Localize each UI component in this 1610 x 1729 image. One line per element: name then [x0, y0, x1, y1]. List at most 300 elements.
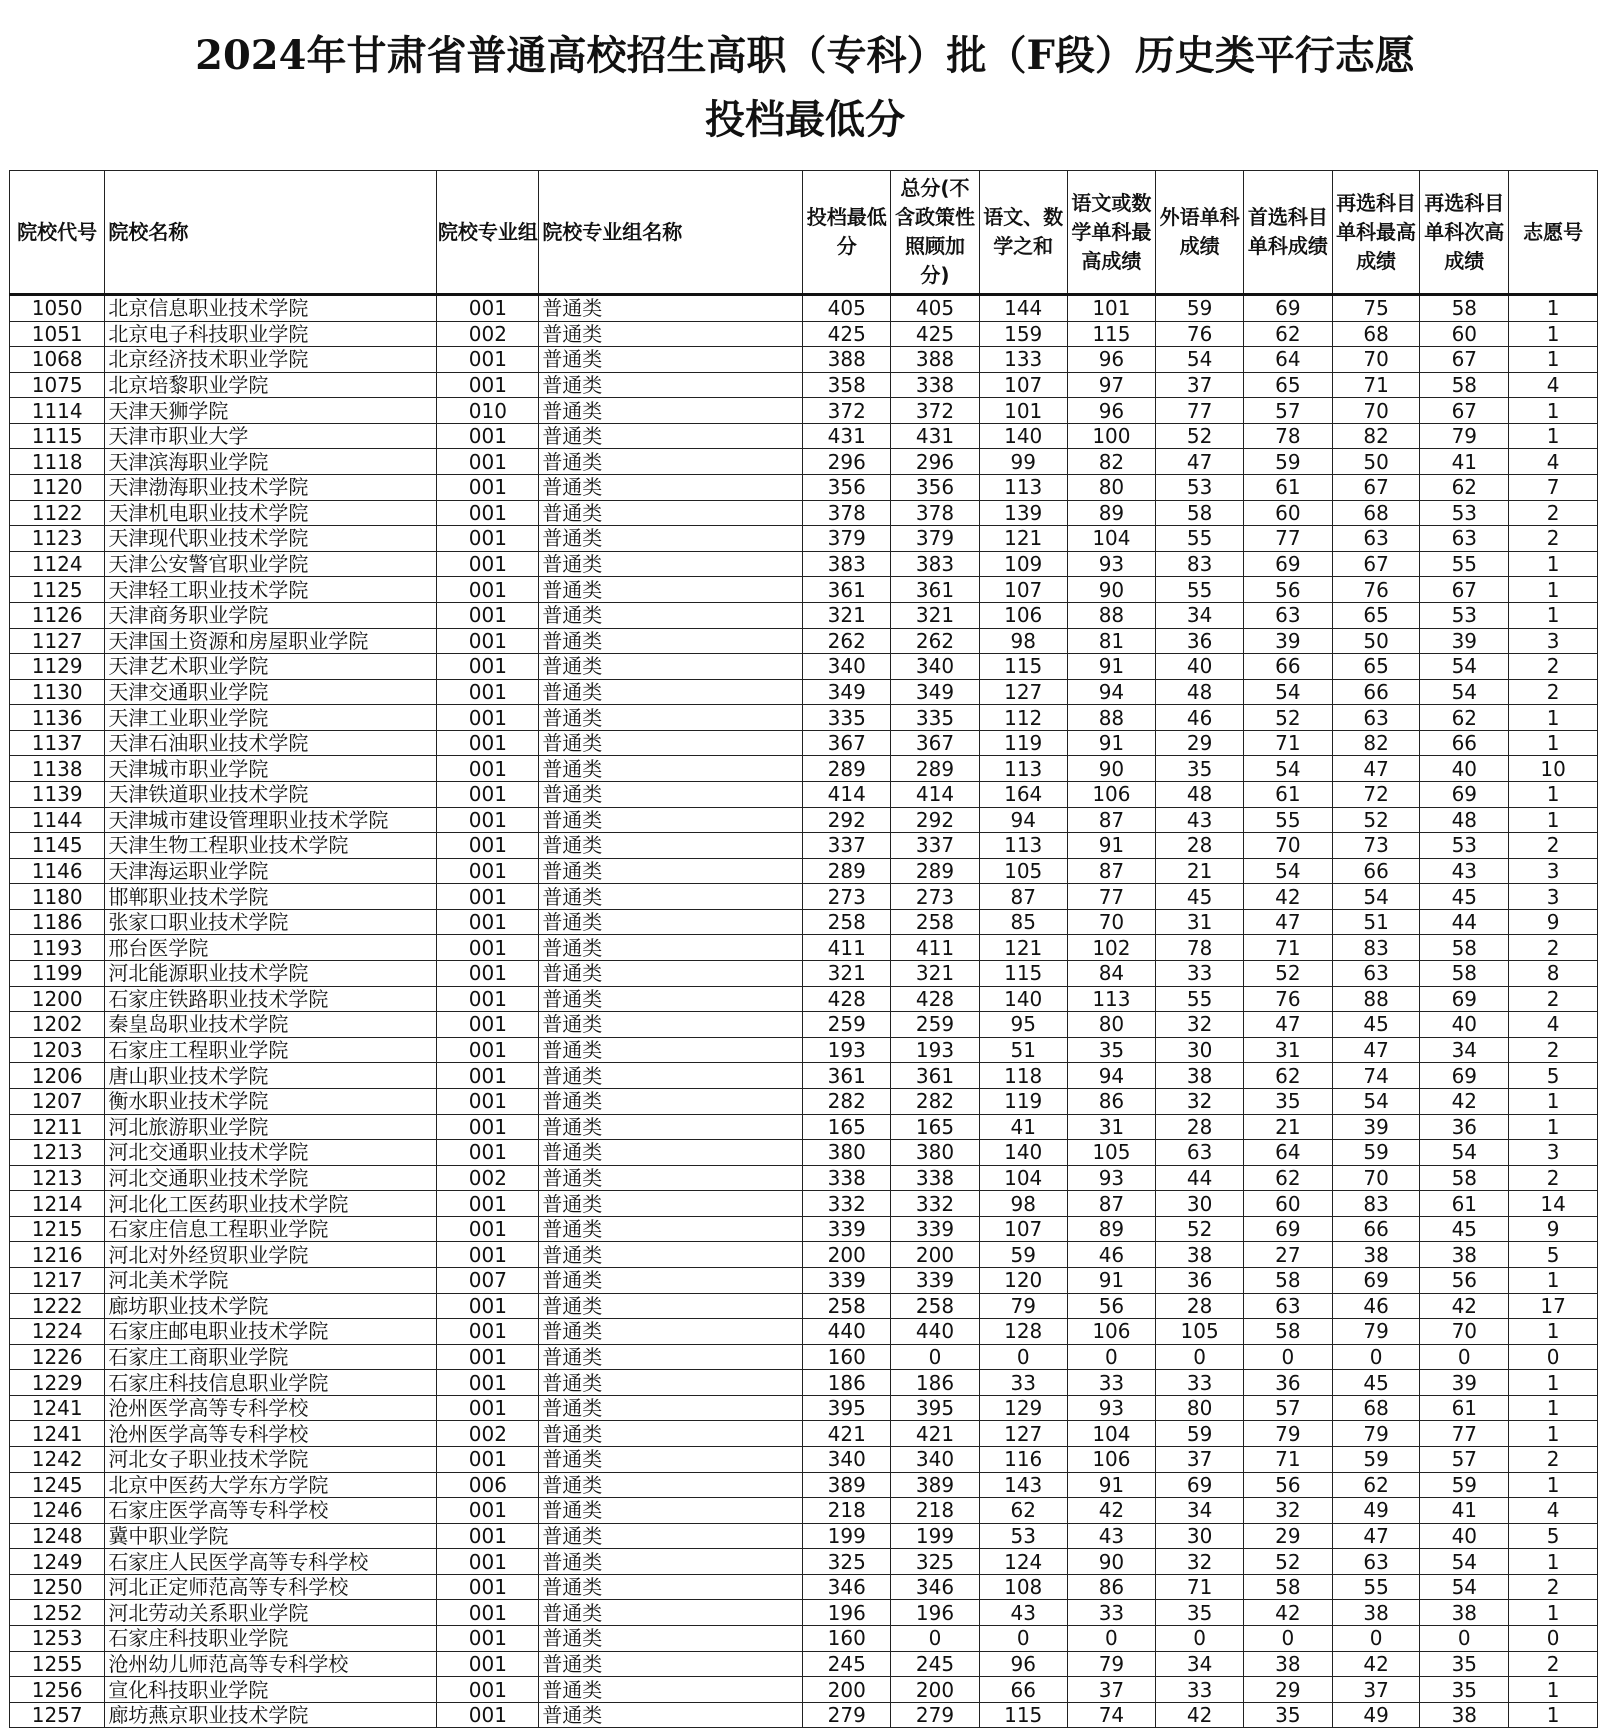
cell-school-code: 1222	[10, 1293, 105, 1319]
cell-school-name: 北京经济技术职业学院	[105, 347, 437, 373]
cell-total-score: 346	[891, 1574, 980, 1600]
table-row	[10, 1395, 1598, 1421]
cell-total-score: 258	[891, 1293, 980, 1319]
cell-min-score: 279	[803, 1702, 891, 1728]
cell-major-group: 001	[437, 1677, 539, 1703]
cell-chinese-math-sum: 0	[979, 1344, 1067, 1370]
cell-school-code: 1114	[10, 398, 105, 424]
cell-school-name: 天津机电职业技术学院	[105, 500, 437, 526]
cell-first-subject: 29	[1243, 1677, 1332, 1703]
cell-min-score: 186	[803, 1370, 891, 1396]
cell-min-score: 335	[803, 705, 891, 731]
cell-first-subject: 58	[1243, 1574, 1332, 1600]
cell-total-score: 421	[891, 1421, 980, 1447]
cell-choice-number: 1	[1509, 1370, 1598, 1396]
cell-chinese-math-sum: 143	[979, 1472, 1067, 1498]
cell-school-name: 天津铁道职业技术学院	[105, 781, 437, 807]
cell-foreign-language: 40	[1156, 654, 1244, 680]
cell-school-code: 1193	[10, 935, 105, 961]
cell-school-code: 1199	[10, 961, 105, 987]
cell-total-score: 340	[891, 654, 980, 680]
cell-elective-max: 47	[1332, 1037, 1420, 1063]
cell-major-group: 002	[437, 1165, 539, 1191]
cell-total-score: 340	[891, 1447, 980, 1473]
header-foreign-language: 外语单科成绩	[1156, 171, 1244, 295]
cell-chinese-math-max: 86	[1067, 1574, 1156, 1600]
cell-elective-max: 52	[1332, 807, 1420, 833]
cell-total-score: 321	[891, 602, 980, 628]
header-school-name: 院校名称	[105, 171, 437, 295]
cell-major-group: 001	[437, 730, 539, 756]
cell-elective-max: 72	[1332, 781, 1420, 807]
cell-school-code: 1124	[10, 551, 105, 577]
cell-major-group-name: 普通类	[539, 1293, 803, 1319]
cell-elective-second: 34	[1420, 1037, 1509, 1063]
cell-elective-second: 67	[1420, 398, 1509, 424]
cell-major-group: 002	[437, 321, 539, 347]
cell-min-score: 258	[803, 909, 891, 935]
cell-total-score: 282	[891, 1088, 980, 1114]
cell-min-score: 292	[803, 807, 891, 833]
cell-major-group: 001	[437, 1216, 539, 1242]
cell-first-subject: 71	[1243, 1447, 1332, 1473]
cell-school-code: 1217	[10, 1267, 105, 1293]
cell-choice-number: 2	[1509, 1574, 1598, 1600]
cell-total-score: 425	[891, 321, 980, 347]
cell-chinese-math-sum: 120	[979, 1267, 1067, 1293]
cell-major-group-name: 普通类	[539, 295, 803, 322]
cell-min-score: 262	[803, 628, 891, 654]
cell-chinese-math-sum: 124	[979, 1549, 1067, 1575]
cell-major-group: 001	[437, 705, 539, 731]
cell-choice-number: 2	[1509, 833, 1598, 859]
cell-major-group-name: 普通类	[539, 1574, 803, 1600]
cell-school-name: 天津工业职业学院	[105, 705, 437, 731]
cell-total-score: 193	[891, 1037, 980, 1063]
cell-school-code: 1245	[10, 1472, 105, 1498]
header-first-subject: 首选科目单科成绩	[1243, 171, 1332, 295]
cell-foreign-language: 37	[1156, 1447, 1244, 1473]
table-row	[10, 500, 1598, 526]
cell-school-name: 河北旅游职业学院	[105, 1114, 437, 1140]
cell-elective-second: 58	[1420, 935, 1509, 961]
cell-elective-max: 66	[1332, 1216, 1420, 1242]
cell-foreign-language: 32	[1156, 1549, 1244, 1575]
cell-major-group-name: 普通类	[539, 449, 803, 475]
cell-elective-max: 47	[1332, 756, 1420, 782]
cell-min-score: 282	[803, 1088, 891, 1114]
cell-elective-second: 53	[1420, 833, 1509, 859]
table-row	[10, 423, 1598, 449]
cell-major-group-name: 普通类	[539, 1370, 803, 1396]
table-row	[10, 1063, 1598, 1089]
cell-total-score: 388	[891, 347, 980, 373]
cell-foreign-language: 31	[1156, 909, 1244, 935]
cell-foreign-language: 63	[1156, 1140, 1244, 1166]
cell-min-score: 405	[803, 295, 891, 322]
cell-major-group-name: 普通类	[539, 321, 803, 347]
cell-school-code: 1250	[10, 1574, 105, 1600]
cell-min-score: 349	[803, 679, 891, 705]
cell-school-code: 1068	[10, 347, 105, 373]
cell-total-score: 196	[891, 1600, 980, 1626]
cell-foreign-language: 83	[1156, 551, 1244, 577]
cell-elective-max: 65	[1332, 654, 1420, 680]
cell-school-name: 石家庄工程职业学院	[105, 1037, 437, 1063]
cell-foreign-language: 71	[1156, 1574, 1244, 1600]
cell-chinese-math-max: 96	[1067, 347, 1156, 373]
cell-major-group: 001	[437, 679, 539, 705]
cell-major-group: 001	[437, 1063, 539, 1089]
cell-elective-second: 54	[1420, 654, 1509, 680]
cell-major-group-name: 普通类	[539, 1242, 803, 1268]
cell-chinese-math-sum: 41	[979, 1114, 1067, 1140]
cell-min-score: 199	[803, 1523, 891, 1549]
cell-elective-max: 83	[1332, 1191, 1420, 1217]
cell-school-name: 北京培黎职业学院	[105, 372, 437, 398]
cell-major-group: 001	[437, 1626, 539, 1652]
cell-foreign-language: 30	[1156, 1191, 1244, 1217]
cell-min-score: 332	[803, 1191, 891, 1217]
cell-elective-second: 36	[1420, 1114, 1509, 1140]
cell-chinese-math-max: 88	[1067, 602, 1156, 628]
header-elective-second: 再选科目单科次高成绩	[1420, 171, 1509, 295]
cell-school-code: 1145	[10, 833, 105, 859]
cell-chinese-math-max: 46	[1067, 1242, 1156, 1268]
cell-choice-number: 1	[1509, 730, 1598, 756]
header-min-score: 投档最低分	[803, 171, 891, 295]
cell-major-group-name: 普通类	[539, 1140, 803, 1166]
cell-school-name: 廊坊燕京职业技术学院	[105, 1702, 437, 1728]
cell-major-group: 001	[437, 1447, 539, 1473]
cell-first-subject: 71	[1243, 935, 1332, 961]
cell-chinese-math-max: 0	[1067, 1344, 1156, 1370]
page-subtitle: 投档最低分	[705, 96, 905, 143]
cell-chinese-math-sum: 129	[979, 1395, 1067, 1421]
cell-elective-max: 54	[1332, 1088, 1420, 1114]
cell-chinese-math-sum: 87	[979, 884, 1067, 910]
cell-school-code: 1136	[10, 705, 105, 731]
cell-major-group: 001	[437, 1574, 539, 1600]
cell-choice-number: 1	[1509, 398, 1598, 424]
cell-min-score: 258	[803, 1293, 891, 1319]
cell-school-name: 宣化科技职业学院	[105, 1677, 437, 1703]
cell-choice-number: 5	[1509, 1063, 1598, 1089]
cell-first-subject: 54	[1243, 679, 1332, 705]
cell-school-code: 1115	[10, 423, 105, 449]
cell-foreign-language: 59	[1156, 1421, 1244, 1447]
cell-min-score: 425	[803, 321, 891, 347]
cell-choice-number: 17	[1509, 1293, 1598, 1319]
cell-school-code: 1120	[10, 475, 105, 501]
cell-total-score: 199	[891, 1523, 980, 1549]
cell-school-code: 1216	[10, 1242, 105, 1268]
cell-major-group-name: 普通类	[539, 526, 803, 552]
cell-major-group-name: 普通类	[539, 1267, 803, 1293]
table-row	[10, 1319, 1598, 1345]
cell-total-score: 338	[891, 372, 980, 398]
cell-chinese-math-max: 43	[1067, 1523, 1156, 1549]
cell-total-score: 361	[891, 1063, 980, 1089]
cell-choice-number: 1	[1509, 1421, 1598, 1447]
cell-elective-max: 49	[1332, 1498, 1420, 1524]
cell-major-group-name: 普通类	[539, 1165, 803, 1191]
cell-first-subject: 55	[1243, 807, 1332, 833]
table-row	[10, 1498, 1598, 1524]
cell-school-code: 1226	[10, 1344, 105, 1370]
cell-first-subject: 63	[1243, 602, 1332, 628]
cell-elective-max: 62	[1332, 1472, 1420, 1498]
cell-elective-max: 88	[1332, 986, 1420, 1012]
cell-total-score: 379	[891, 526, 980, 552]
cell-foreign-language: 37	[1156, 372, 1244, 398]
cell-major-group: 001	[437, 961, 539, 987]
cell-elective-max: 67	[1332, 475, 1420, 501]
cell-elective-second: 69	[1420, 1063, 1509, 1089]
cell-chinese-math-max: 93	[1067, 1395, 1156, 1421]
cell-total-score: 428	[891, 986, 980, 1012]
cell-elective-second: 58	[1420, 961, 1509, 987]
cell-chinese-math-sum: 99	[979, 449, 1067, 475]
cell-major-group-name: 普通类	[539, 781, 803, 807]
cell-first-subject: 39	[1243, 628, 1332, 654]
cell-elective-max: 63	[1332, 526, 1420, 552]
cell-elective-max: 38	[1332, 1600, 1420, 1626]
cell-chinese-math-sum: 109	[979, 551, 1067, 577]
header-chinese-math-sum: 语文、数学之和	[979, 171, 1067, 295]
cell-elective-max: 68	[1332, 1395, 1420, 1421]
cell-chinese-math-sum: 108	[979, 1574, 1067, 1600]
cell-total-score: 200	[891, 1242, 980, 1268]
cell-choice-number: 4	[1509, 1012, 1598, 1038]
cell-first-subject: 60	[1243, 500, 1332, 526]
cell-major-group: 001	[437, 909, 539, 935]
table-row	[10, 1651, 1598, 1677]
cell-chinese-math-max: 93	[1067, 551, 1156, 577]
table-row	[10, 628, 1598, 654]
cell-choice-number: 1	[1509, 1395, 1598, 1421]
cell-chinese-math-max: 101	[1067, 295, 1156, 322]
cell-major-group-name: 普通类	[539, 1037, 803, 1063]
table-row	[10, 1702, 1598, 1728]
cell-min-score: 440	[803, 1319, 891, 1345]
cell-major-group: 001	[437, 1702, 539, 1728]
table-row	[10, 1344, 1598, 1370]
cell-chinese-math-max: 79	[1067, 1651, 1156, 1677]
cell-school-code: 1207	[10, 1088, 105, 1114]
cell-total-score: 395	[891, 1395, 980, 1421]
cell-first-subject: 52	[1243, 961, 1332, 987]
cell-foreign-language: 42	[1156, 1702, 1244, 1728]
cell-choice-number: 3	[1509, 884, 1598, 910]
table-row	[10, 935, 1598, 961]
cell-major-group-name: 普通类	[539, 398, 803, 424]
cell-min-score: 289	[803, 756, 891, 782]
header-total-score: 总分(不含政策性照顾加分)	[891, 171, 980, 295]
cell-total-score: 0	[891, 1626, 980, 1652]
cell-foreign-language: 52	[1156, 423, 1244, 449]
cell-school-code: 1051	[10, 321, 105, 347]
cell-major-group: 001	[437, 1395, 539, 1421]
cell-first-subject: 61	[1243, 781, 1332, 807]
cell-school-code: 1144	[10, 807, 105, 833]
cell-school-code: 1075	[10, 372, 105, 398]
cell-school-name: 邢台医学院	[105, 935, 437, 961]
cell-chinese-math-sum: 66	[979, 1677, 1067, 1703]
cell-elective-second: 70	[1420, 1319, 1509, 1345]
cell-foreign-language: 105	[1156, 1319, 1244, 1345]
cell-school-name: 石家庄医学高等专科学校	[105, 1498, 437, 1524]
cell-first-subject: 62	[1243, 321, 1332, 347]
cell-chinese-math-sum: 94	[979, 807, 1067, 833]
cell-major-group: 001	[437, 756, 539, 782]
cell-chinese-math-sum: 127	[979, 679, 1067, 705]
cell-min-score: 356	[803, 475, 891, 501]
cell-major-group: 001	[437, 577, 539, 603]
table-row	[10, 858, 1598, 884]
cell-school-name: 河北能源职业技术学院	[105, 961, 437, 987]
header-school-code: 院校代号	[10, 171, 105, 295]
cell-chinese-math-sum: 128	[979, 1319, 1067, 1345]
cell-school-name: 天津国土资源和房屋职业学院	[105, 628, 437, 654]
cell-elective-second: 61	[1420, 1191, 1509, 1217]
cell-choice-number: 0	[1509, 1344, 1598, 1370]
cell-total-score: 321	[891, 961, 980, 987]
cell-total-score: 431	[891, 423, 980, 449]
cell-chinese-math-max: 35	[1067, 1037, 1156, 1063]
cell-major-group-name: 普通类	[539, 1012, 803, 1038]
cell-school-code: 1248	[10, 1523, 105, 1549]
cell-major-group: 001	[437, 935, 539, 961]
cell-choice-number: 1	[1509, 1702, 1598, 1728]
cell-elective-second: 0	[1420, 1626, 1509, 1652]
cell-school-code: 1180	[10, 884, 105, 910]
cell-school-name: 天津天狮学院	[105, 398, 437, 424]
cell-elective-max: 82	[1332, 423, 1420, 449]
cell-elective-max: 75	[1332, 295, 1420, 322]
cell-chinese-math-max: 93	[1067, 1165, 1156, 1191]
cell-school-name: 邯郸职业技术学院	[105, 884, 437, 910]
cell-min-score: 296	[803, 449, 891, 475]
cell-choice-number: 1	[1509, 1600, 1598, 1626]
cell-elective-second: 42	[1420, 1293, 1509, 1319]
table-row	[10, 1037, 1598, 1063]
cell-school-code: 1203	[10, 1037, 105, 1063]
cell-major-group: 001	[437, 1037, 539, 1063]
cell-school-name: 衡水职业技术学院	[105, 1088, 437, 1114]
cell-min-score: 428	[803, 986, 891, 1012]
cell-school-name: 河北对外经贸职业学院	[105, 1242, 437, 1268]
cell-school-code: 1130	[10, 679, 105, 705]
cell-school-name: 天津交通职业学院	[105, 679, 437, 705]
cell-major-group: 001	[437, 1293, 539, 1319]
cell-first-subject: 57	[1243, 398, 1332, 424]
cell-elective-second: 67	[1420, 347, 1509, 373]
cell-major-group-name: 普通类	[539, 475, 803, 501]
cell-first-subject: 47	[1243, 1012, 1332, 1038]
cell-elective-max: 71	[1332, 372, 1420, 398]
table-row	[10, 654, 1598, 680]
cell-total-score: 0	[891, 1344, 980, 1370]
cell-major-group: 001	[437, 858, 539, 884]
cell-elective-second: 61	[1420, 1395, 1509, 1421]
cell-school-code: 1118	[10, 449, 105, 475]
cell-chinese-math-sum: 115	[979, 1702, 1067, 1728]
cell-min-score: 325	[803, 1549, 891, 1575]
cell-first-subject: 64	[1243, 347, 1332, 373]
cell-total-score: 338	[891, 1165, 980, 1191]
cell-elective-second: 66	[1420, 730, 1509, 756]
cell-major-group-name: 普通类	[539, 1600, 803, 1626]
table-row	[10, 1472, 1598, 1498]
cell-first-subject: 62	[1243, 1063, 1332, 1089]
cell-school-code: 1122	[10, 500, 105, 526]
cell-major-group: 001	[437, 1191, 539, 1217]
cell-total-score: 186	[891, 1370, 980, 1396]
cell-first-subject: 61	[1243, 475, 1332, 501]
cell-major-group-name: 普通类	[539, 705, 803, 731]
cell-min-score: 421	[803, 1421, 891, 1447]
cell-school-name: 河北美术学院	[105, 1267, 437, 1293]
cell-school-name: 廊坊职业技术学院	[105, 1293, 437, 1319]
cell-first-subject: 31	[1243, 1037, 1332, 1063]
cell-foreign-language: 54	[1156, 347, 1244, 373]
cell-major-group: 001	[437, 833, 539, 859]
cell-min-score: 196	[803, 1600, 891, 1626]
cell-min-score: 160	[803, 1626, 891, 1652]
cell-choice-number: 2	[1509, 679, 1598, 705]
cell-first-subject: 63	[1243, 1293, 1332, 1319]
cell-school-code: 1129	[10, 654, 105, 680]
cell-min-score: 414	[803, 781, 891, 807]
header-chinese-math-max: 语文或数学单科最高成绩	[1067, 171, 1156, 295]
cell-elective-second: 44	[1420, 909, 1509, 935]
cell-elective-max: 0	[1332, 1626, 1420, 1652]
header-choice-number: 志愿号	[1509, 171, 1598, 295]
cell-total-score: 279	[891, 1702, 980, 1728]
cell-first-subject: 56	[1243, 1472, 1332, 1498]
cell-first-subject: 62	[1243, 1165, 1332, 1191]
cell-elective-second: 40	[1420, 1523, 1509, 1549]
cell-chinese-math-sum: 107	[979, 372, 1067, 398]
cell-school-name: 北京电子科技职业学院	[105, 321, 437, 347]
cell-min-score: 321	[803, 961, 891, 987]
cell-foreign-language: 48	[1156, 781, 1244, 807]
cell-min-score: 340	[803, 1447, 891, 1473]
cell-major-group-name: 普通类	[539, 1088, 803, 1114]
cell-chinese-math-max: 115	[1067, 321, 1156, 347]
cell-choice-number: 1	[1509, 1088, 1598, 1114]
cell-elective-max: 63	[1332, 961, 1420, 987]
cell-total-score: 245	[891, 1651, 980, 1677]
cell-foreign-language: 52	[1156, 1216, 1244, 1242]
cell-elective-second: 62	[1420, 705, 1509, 731]
cell-min-score: 245	[803, 1651, 891, 1677]
cell-elective-second: 38	[1420, 1242, 1509, 1268]
cell-school-name: 天津公安警官职业学院	[105, 551, 437, 577]
table-row	[10, 475, 1598, 501]
cell-total-score: 440	[891, 1319, 980, 1345]
cell-chinese-math-max: 56	[1067, 1293, 1156, 1319]
table-row	[10, 1549, 1598, 1575]
table-row	[10, 1114, 1598, 1140]
cell-foreign-language: 35	[1156, 1600, 1244, 1626]
cell-elective-max: 73	[1332, 833, 1420, 859]
cell-school-code: 1202	[10, 1012, 105, 1038]
table-row	[10, 1242, 1598, 1268]
cell-chinese-math-max: 91	[1067, 730, 1156, 756]
cell-chinese-math-sum: 96	[979, 1651, 1067, 1677]
